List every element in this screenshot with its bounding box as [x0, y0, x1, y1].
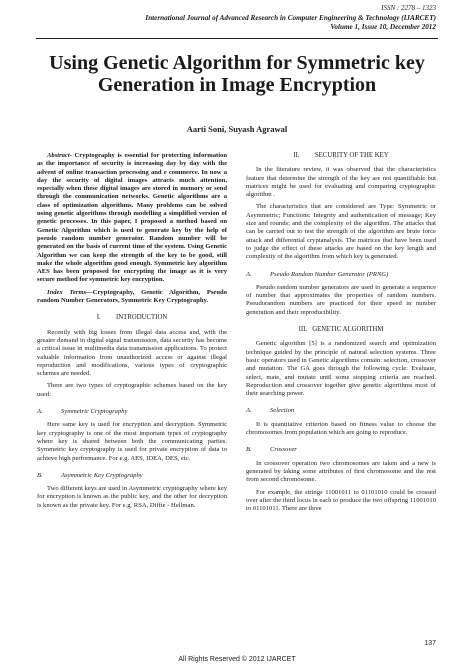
paragraph: There are two types of cryptographic schemes based on the key used:	[37, 382, 227, 398]
paragraph: In crossover operation two chromosomes are taken and a new is generated by taking some attributes of first chromosome and the rest from second chromosome.	[246, 459, 436, 484]
section-heading-genetic-algorithm: III. GENETIC ALGORITHM	[298, 326, 384, 334]
index-terms-label: Index Terms	[47, 288, 87, 296]
header-rule	[36, 38, 438, 39]
paragraph: Here same key is used for encryption and decryption. Symmetric key cryptography is one of the most important types of cryptography where key is shared between both the communicating parties. Symmetric key cryptography is used for private encryption of data to achieve high performance. For e.g. AES, IDEA, DES, etc.	[37, 421, 227, 462]
paragraph: It is quantitative criterion based on fitness value to choose the chromosomes from population which are going to reproduce.	[246, 420, 436, 437]
paragraph: Genetic algorithm [5] is a randomized search and optimization technique guided by the principle of natural selection systems. Three basic operators used in Genetic algorithms contain: selection, crossover and mutation. The GA goes through the following cycle: Evaluate, select, mate, and mutate until some stopping criteria are reached. Reproduction and crossover together give genetic algorithms most of their searching power.	[246, 340, 436, 398]
journal-name: International Journal of Advanced Research in Computer Engineering & Technology (IJARCET)	[145, 14, 436, 22]
abstract	[37, 152, 227, 285]
subsection-heading-symmetric: A. Symmetric Cryptography	[37, 408, 128, 416]
left-column	[37, 152, 227, 514]
section-heading-security: II. SECURITY OF THE KEY	[293, 152, 389, 159]
paragraph: Recently with big losses from illegal data access and, with the greater demand in digital signal transmission, data security has become a critical issue in multimedia data transmission applications. To protect valuable information from unauthorized access or against illegal reproduction and modifications, various types of cryptographic schemes are needed.	[37, 328, 227, 378]
journal-volume: Volume 1, Issue 10, December 2012	[330, 23, 436, 31]
subsection-heading-selection: A. Selection	[246, 407, 295, 415]
paragraph: The characteristics that are considered are Type: Symmetric or Asymmetric; Functions: Integrity and authentication of message; Key size and rounds; and the complexity of the algorithm. The attacks that can be carried out to test the strength of the algorithm are brute force attack and differential cryptanalysis. The matrices that have been used to judge the effect of these attacks are based on the key length and complexity of the algorithm from which key is generated.	[246, 203, 436, 261]
journal-header	[145, 14, 436, 32]
section-heading-introduction: I. INTRODUCTION	[96, 314, 168, 322]
index-terms-text: —Cryptography, Genetic Algorithm, Pseudo random Number Generators, Symmetric Key Cryptography.	[37, 288, 227, 305]
subsection-heading-prng: A. Pseudo Random Number Generator (PRNG)	[246, 270, 389, 278]
index-terms	[37, 289, 227, 306]
copyright-footer: All Rights Reserved © 2012 IJARCET	[178, 656, 296, 663]
right-column	[246, 152, 436, 517]
issn-header: ISSN : 2278 – 1323	[381, 4, 436, 12]
paragraph: For example, the strings 11001011 to 01101010 could be crossed over after the third locus in each to produce the two offspring 11001010 to 01101011. There are three	[246, 488, 436, 513]
page-number: 137	[424, 640, 436, 647]
paragraph: Pseudo random number generators are used to generate a sequence of number that approximates the properties of random numbers. Pseudorandom numbers are practiced for their speed in number generation and their reproducibility.	[246, 283, 436, 316]
paper-title: Using Genetic Algorithm for Symmetric key Generation in Image Encryption	[49, 52, 425, 96]
paper-authors: Aarti Soni, Suyash Agrawal	[186, 124, 288, 134]
subsection-heading-crossover: B. Crossover	[246, 446, 297, 454]
abstract-text: Cryptography is essential for protecting information as the importance of security is increasing day by day with the advent of online transaction processing and e commerce. In now a day the security of digital images attracts much attention, especially when these digital images are stored in memory or send through the communication networks. Genetic algorithms are a class of optimization algorithms. Many problems can be solved using genetic algorithms through modelling a simplified version of genetic processes. In this paper, I proposed a method based on Genetic Algorithm which is used to generate key by the help of pseudo random number generator. Random number will be generated on the basis of current time of the system. Using Genetic Algorithm we can keep the strength of the key to be good, still make the whole algorithm good enough. Symmetric key algorithm AES has been proposed for encrypting the image as it is very secure method for symmetric key encryption.	[37, 152, 227, 284]
subsection-heading-asymmetric: B. Asymmetric Key Cryptography	[37, 471, 143, 479]
paragraph: In the literature review, it was observed that the characteristics feature that determine the strength of the key are not quantifiable but matrices might be used for evaluating and comparing cryptographic algorithm .	[246, 166, 436, 199]
paragraph: Two different keys are used in Asymmetric cryptography where key for encryption is known as the public key, and the other for decryption is known as the private key. For e.g. RSA, Diffie - Hellman.	[37, 485, 227, 509]
abstract-label: Abstract-	[47, 152, 72, 159]
